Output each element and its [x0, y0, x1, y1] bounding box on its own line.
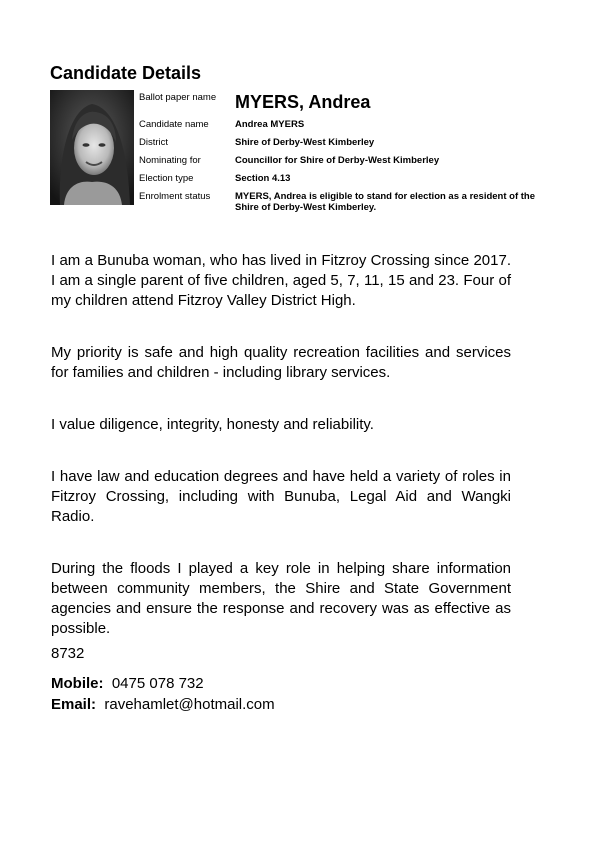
candidate-photo: [50, 90, 134, 205]
page-title: Candidate Details: [50, 63, 202, 83]
statement-paragraph: During the floods I played a key role in helping share information between community members, the Shire and State Government agencies and ensure the response and recovery was as effective as possible.: [51, 560, 511, 637]
reference-code: 8732: [51, 645, 85, 662]
candidate-portrait-image: [50, 90, 134, 205]
ballot-paper-name-row: [139, 92, 549, 119]
statement-paragraph: I have law and education degrees and have held a variety of roles in Fitzroy Crossing, including with Bunuba, Legal Aid and Wangki Radio.: [51, 468, 511, 525]
statement-paragraph: My priority is safe and high quality recreation facilities and services for families and children - including library services.: [51, 344, 511, 381]
election-type-label: Election type: [139, 173, 194, 184]
ballot-paper-name-value: MYERS, Andrea: [235, 92, 371, 112]
candidate-name-row: [139, 119, 549, 137]
election-type-value: Section 4.13: [235, 173, 291, 184]
district-value: Shire of Derby-West Kimberley: [235, 137, 375, 148]
mobile-value: 0475 078 732: [111, 675, 204, 692]
nominating-for-row: [139, 155, 549, 173]
email-value: ravehamlet@hotmail.com: [104, 696, 275, 713]
candidate-details-table: [139, 92, 549, 213]
statement-paragraph: I am a Bunuba woman, who has lived in Fitzroy Crossing since 2017. I am a single parent of five children, aged 5, 7, 11, 15 and 23. Four of my children attend Fitzroy Valley District High.: [51, 252, 511, 309]
enrolment-status-label: Enrolment status: [139, 191, 211, 202]
district-label: District: [139, 137, 169, 148]
enrolment-status-row: [139, 191, 549, 213]
contact-email: [51, 694, 511, 715]
contact-mobile: [51, 673, 511, 694]
nominating-for-label: Nominating for: [139, 155, 201, 166]
ballot-paper-name-label: Ballot paper name: [139, 92, 217, 103]
email-label: Email:: [51, 696, 97, 713]
election-type-row: [139, 173, 549, 191]
candidate-name-value: Andrea MYERS: [235, 119, 305, 130]
nominating-for-value: Councillor for Shire of Derby-West Kimberley: [235, 155, 440, 166]
enrolment-status-value: MYERS, Andrea is eligible to stand for election as a resident of the Shire of Derby-West Kimberley.: [235, 191, 536, 213]
mobile-label: Mobile:: [51, 675, 104, 692]
district-row: [139, 137, 549, 155]
statement-paragraph: I value diligence, integrity, honesty and reliability.: [51, 416, 374, 433]
candidate-statement: [51, 251, 511, 715]
candidate-name-label: Candidate name: [139, 119, 209, 130]
